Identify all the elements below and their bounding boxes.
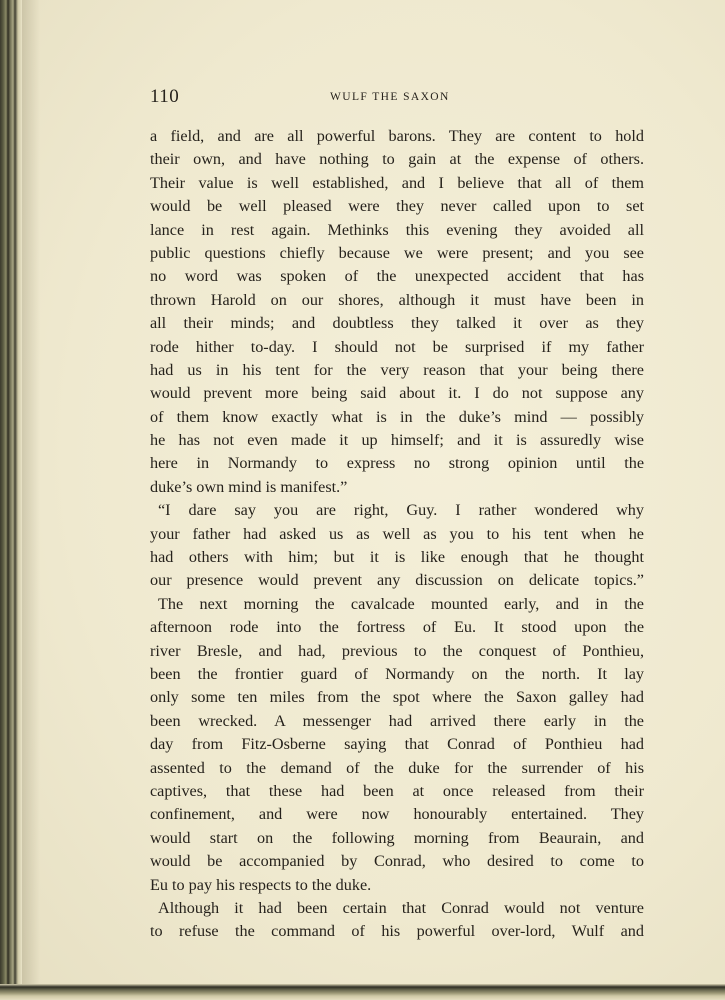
text-line: been wrecked. A messenger had arrived there early in the (150, 711, 644, 730)
text-line: rode hither to-day. I should not be surprised if my father (150, 337, 644, 356)
text-line: assented to the demand of the duke for the surrender of his (150, 758, 644, 777)
text-line: of them know exactly what is in the duke’s mind — possibly (150, 407, 644, 426)
text-line: a field, and are all powerful barons. They are content to hold (150, 127, 644, 145)
text-line: been the frontier guard of Normandy on the north. It lay (150, 664, 644, 683)
text-line: had us in his tent for the very reason that your being there (150, 360, 644, 379)
text-line: captives, that these had been at once released from their (150, 781, 644, 800)
text-line: had others with him; but it is like enough that he thought (150, 548, 644, 567)
text-line: only some ten miles from the spot where the Saxon galley had (150, 688, 644, 707)
text-line: Eu to pay his respects to the duke. (150, 875, 372, 894)
text-line: would prevent more being said about it. I do not suppose any (150, 384, 644, 403)
text-line: Their value is well established, and I believe that all of them (150, 173, 644, 192)
book-spine-edge (0, 0, 22, 1000)
text-line: thrown Harold on our shores, although it must have been in (150, 290, 644, 309)
text-line: “I dare say you are right, Guy. I rather wondered why (158, 501, 644, 520)
text-line: to refuse the command of his powerful over-lord, Wulf and (150, 922, 644, 941)
text-line: all their minds; and doubtless they talked it over as they (150, 314, 644, 333)
page-bottom-edge (0, 984, 725, 1000)
page-number: 110 (150, 86, 180, 107)
text-line: their own, and have nothing to gain at the expense of others. (150, 150, 644, 169)
text-line: no word was spoken of the unexpected accident that has (150, 267, 644, 286)
text-line: day from Fitz-Osberne saying that Conrad of Ponthieu had (150, 735, 644, 754)
text-line: would be well pleased were they never called upon to set (150, 197, 644, 216)
text-line: public questions chiefly because we were present; and you see (150, 243, 644, 262)
text-line: your father had asked us as well as you to his tent when he (150, 524, 644, 543)
text-line: duke’s own mind is manifest.” (150, 477, 348, 496)
text-line: our presence would prevent any discussion on delicate topics.” (150, 571, 644, 590)
text-line: lance in rest again. Methinks this evening they avoided all (150, 220, 644, 239)
text-line: he has not even made it up himself; and it is assuredly wise (150, 431, 644, 450)
text-line: here in Normandy to express no strong opinion until the (150, 454, 644, 473)
text-line: The next morning the cavalcade mounted early, and in the (158, 594, 644, 613)
text-line: Although it had been certain that Conrad would not venture (158, 898, 644, 917)
body-text (150, 125, 644, 944)
text-line: confinement, and were now honourably entertained. They (150, 805, 644, 824)
text-line: would start on the following morning from Beaurain, and (150, 828, 644, 847)
text-line: would be accompanied by Conrad, who desired to come to (150, 852, 644, 871)
spine-shadow (22, 0, 40, 1000)
page-header (150, 86, 645, 110)
running-head: WULF THE SAXON (330, 91, 450, 103)
text-line: river Bresle, and had, previous to the conquest of Ponthieu, (150, 641, 644, 660)
text-line: afternoon rode into the fortress of Eu. It stood upon the (150, 618, 644, 637)
